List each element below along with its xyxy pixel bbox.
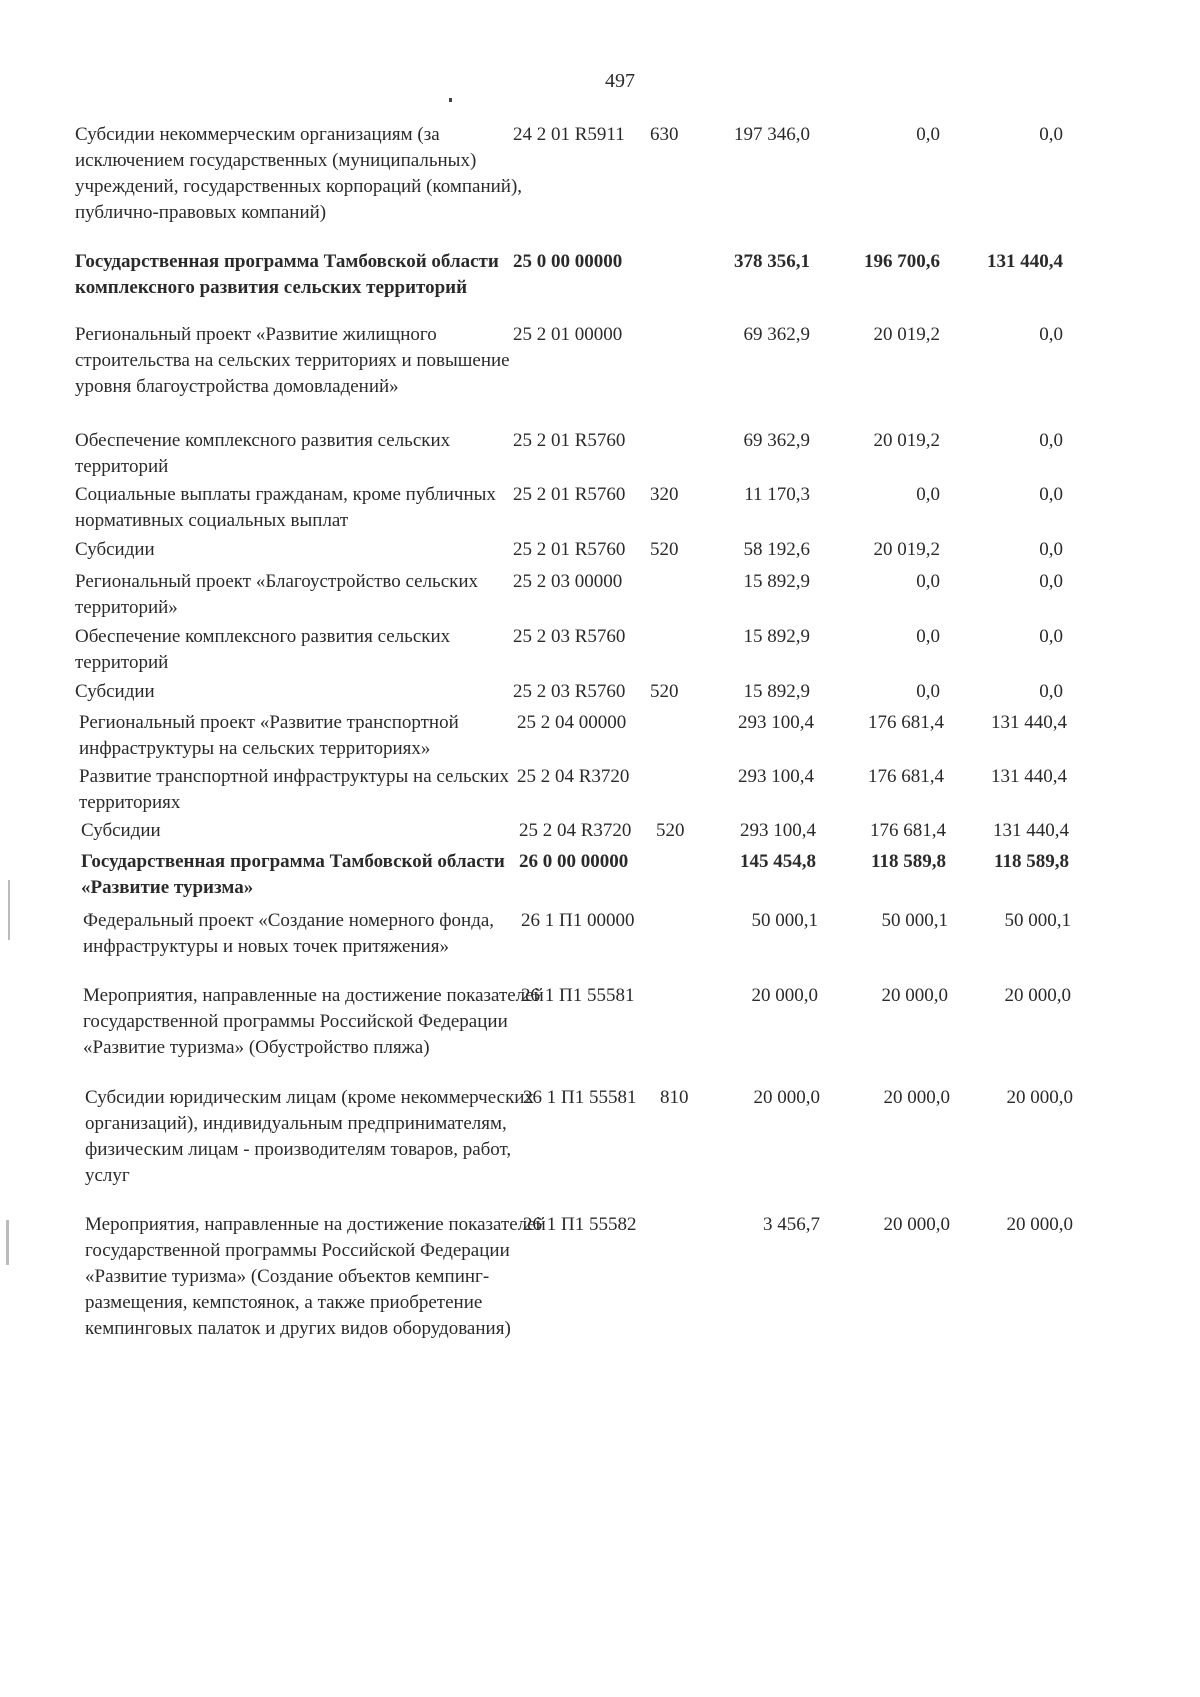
row-name: Федеральный проект «Создание номерного фонда, инфраструктуры и новых точек притяжения» (83, 910, 495, 957)
row-amount-year3: 50 000,1 (1004, 910, 1071, 931)
row-amount-year2: 196 700,6 (864, 251, 940, 272)
row-code: 25 2 04 R3720 (517, 766, 630, 787)
row-amount-year2: 20 000,0 (883, 1214, 950, 1235)
row-amount-year3: 131 440,4 (987, 251, 1063, 272)
row-amount-year2: 20 000,0 (883, 1087, 950, 1108)
row-code: 26 1 П1 00000 (521, 910, 635, 931)
row-amount-year3: 0,0 (1039, 324, 1063, 345)
row-amount-year2: 0,0 (916, 484, 940, 505)
row-code: 25 2 03 R5760 (513, 681, 626, 702)
row-code: 25 2 04 00000 (517, 712, 627, 733)
row-amount-year1: 15 892,9 (743, 626, 810, 647)
row-amount-year3: 20 000,0 (1006, 1087, 1073, 1108)
row-amount-year1: 197 346,0 (734, 124, 810, 145)
row-amount-year1: 11 170,3 (744, 484, 810, 505)
row-amount-year3: 0,0 (1039, 681, 1063, 702)
row-name: Субсидии (81, 820, 161, 841)
row-expense-type: 520 (650, 539, 679, 560)
row-amount-year1: 145 454,8 (740, 851, 816, 872)
row-code: 26 1 П1 55581 (521, 985, 635, 1006)
row-code: 26 0 00 00000 (519, 851, 629, 872)
row-amount-year3: 0,0 (1039, 626, 1063, 647)
row-code: 25 2 04 R3720 (519, 820, 632, 841)
row-amount-year3: 131 440,4 (991, 766, 1067, 787)
row-amount-year1: 15 892,9 (743, 571, 810, 592)
row-amount-year2: 20 019,2 (873, 430, 940, 451)
row-amount-year1: 50 000,1 (751, 910, 818, 931)
row-amount-year3: 0,0 (1039, 484, 1063, 505)
row-amount-year3: 20 000,0 (1006, 1214, 1073, 1235)
row-name: Субсидии (75, 681, 155, 702)
row-code: 25 2 01 R5760 (513, 484, 626, 505)
row-amount-year1: 293 100,4 (738, 712, 814, 733)
row-name: Региональный проект «Благоустройство сельских территорий» (75, 571, 479, 618)
row-amount-year2: 0,0 (916, 124, 940, 145)
row-amount-year1: 20 000,0 (751, 985, 818, 1006)
row-amount-year3: 131 440,4 (991, 712, 1067, 733)
row-amount-year3: 0,0 (1039, 430, 1063, 451)
row-amount-year1: 69 362,9 (743, 430, 810, 451)
row-amount-year2: 20 019,2 (873, 324, 940, 345)
row-amount-year3: 0,0 (1039, 124, 1063, 145)
row-amount-year2: 176 681,4 (870, 820, 946, 841)
row-amount-year2: 176 681,4 (868, 766, 944, 787)
row-name: Субсидии юридическим лицам (кроме некоммерческих организаций), индивидуальным предпринимателям, физическим лицам - производителям товаров, работ, услуг (85, 1087, 534, 1186)
row-name: Государственная программа Тамбовской области «Развитие туризма» (81, 851, 505, 898)
row-amount-year2: 0,0 (916, 681, 940, 702)
row-amount-year1: 293 100,4 (738, 766, 814, 787)
page-number: 497 (605, 70, 635, 92)
row-name: Государственная программа Тамбовской области комплексного развития сельских территорий (75, 251, 499, 298)
row-name: Мероприятия, направленные на достижение показателей государственной программы Российской Федерации «Развитие туризма» (Обустройство пляжа) (83, 985, 544, 1058)
row-amount-year2: 20 019,2 (873, 539, 940, 560)
row-code: 25 2 01 R5760 (513, 539, 626, 560)
row-expense-type: 630 (650, 124, 679, 145)
row-amount-year1: 3 456,7 (763, 1214, 820, 1235)
row-amount-year1: 20 000,0 (753, 1087, 820, 1108)
row-amount-year2: 0,0 (916, 626, 940, 647)
row-name: Обеспечение комплексного развития сельских территорий (75, 430, 451, 477)
row-amount-year3: 0,0 (1039, 571, 1063, 592)
row-code: 25 2 03 R5760 (513, 626, 626, 647)
row-name: Обеспечение комплексного развития сельских территорий (75, 626, 451, 673)
row-expense-type: 320 (650, 484, 679, 505)
row-amount-year1: 69 362,9 (743, 324, 810, 345)
row-amount-year2: 20 000,0 (881, 985, 948, 1006)
row-name: Субсидии некоммерческим организациям (за исключением государственных (муниципальных) учреждений, государственных корпораций (компаний), публично-правовых компаний) (75, 124, 523, 223)
row-name: Региональный проект «Развитие жилищного строительства на сельских территориях и повышение уровня благоустройства домовладений» (75, 324, 510, 397)
row-code: 25 2 01 R5760 (513, 430, 626, 451)
row-code: 26 1 П1 55582 (523, 1214, 637, 1235)
row-code: 24 2 01 R5911 (513, 124, 625, 145)
row-amount-year3: 118 589,8 (994, 851, 1069, 872)
row-expense-type: 520 (650, 681, 679, 702)
row-amount-year1: 378 356,1 (734, 251, 810, 272)
row-code: 25 2 01 00000 (513, 324, 623, 345)
row-amount-year2: 176 681,4 (868, 712, 944, 733)
row-expense-type: 810 (660, 1087, 689, 1108)
row-code: 25 2 03 00000 (513, 571, 623, 592)
row-amount-year3: 0,0 (1039, 539, 1063, 560)
row-code: 25 0 00 00000 (513, 251, 623, 272)
row-amount-year1: 58 192,6 (743, 539, 810, 560)
row-name: Мероприятия, направленные на достижение показателей государственной программы Российской Федерации «Развитие туризма» (Создание объектов кемпинг-размещения, кемпстоянок, а также приобретение кемпинговых палаток и других видов оборудования) (85, 1214, 546, 1339)
row-name: Социальные выплаты гражданам, кроме публичных нормативных социальных выплат (75, 484, 496, 531)
row-name: Субсидии (75, 539, 155, 560)
row-amount-year2: 50 000,1 (881, 910, 948, 931)
row-amount-year3: 20 000,0 (1004, 985, 1071, 1006)
row-expense-type: 520 (656, 820, 685, 841)
row-amount-year2: 118 589,8 (871, 851, 946, 872)
row-amount-year1: 15 892,9 (743, 681, 810, 702)
row-amount-year1: 293 100,4 (740, 820, 816, 841)
row-amount-year2: 0,0 (916, 571, 940, 592)
row-amount-year3: 131 440,4 (993, 820, 1069, 841)
row-name: Развитие транспортной инфраструктуры на сельских территориях (79, 766, 509, 813)
row-code: 26 1 П1 55581 (523, 1087, 637, 1108)
row-name: Региональный проект «Развитие транспортной инфраструктуры на сельских территориях» (79, 712, 459, 759)
